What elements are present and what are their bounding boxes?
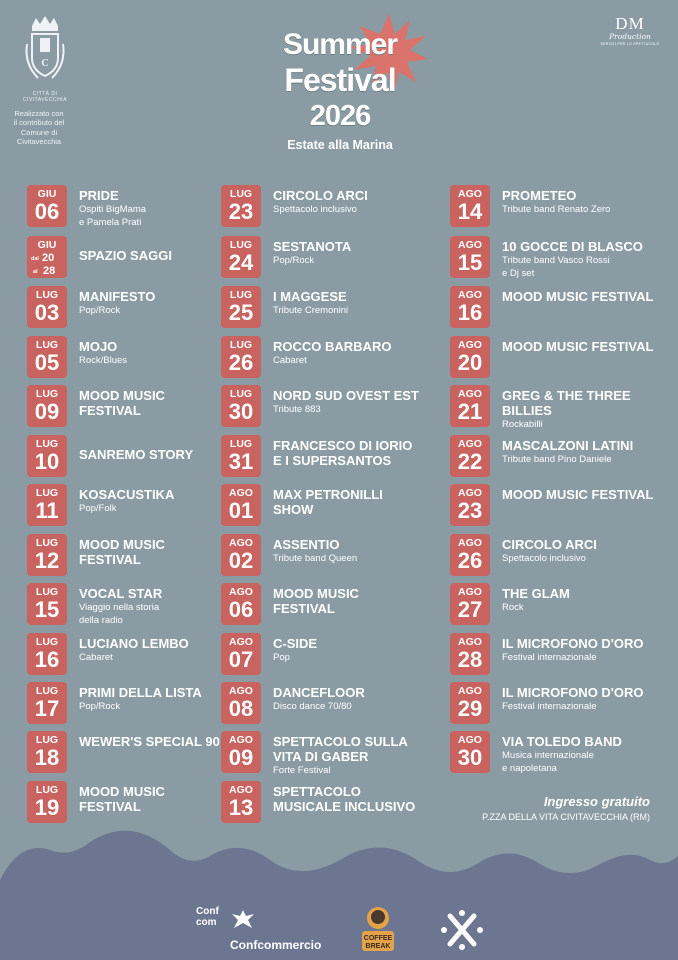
dm-production-logo: [598, 14, 662, 46]
credit-line: il contributo del: [13, 118, 65, 128]
date-badge: [450, 583, 490, 625]
confcom-name: Confcommercio: [230, 938, 322, 952]
event-day: 02: [228, 548, 254, 573]
event-text: [79, 447, 229, 462]
confcom-eagle-icon: [230, 908, 256, 934]
event-day: 09: [228, 745, 254, 770]
event-subtitle: Cabaret: [79, 652, 113, 663]
event-text: [273, 784, 423, 814]
event-subtitle: Disco dance 70/80: [273, 701, 352, 712]
event-text: [502, 339, 662, 354]
event-text: [502, 586, 662, 614]
date-badge: [450, 385, 490, 427]
event-text: [79, 248, 229, 263]
event-name: FRANCESCO DI IORIO E I SUPERSANTOS: [273, 438, 413, 468]
event-day: 23: [457, 498, 483, 523]
event-subtitle: Pop/Rock: [79, 701, 121, 712]
date-badge: [27, 236, 67, 278]
event-day: 10: [34, 449, 60, 474]
date-badge: [27, 583, 67, 625]
event-text: [273, 586, 423, 616]
event-subtitle: Tribute 883: [273, 404, 321, 415]
event-subtitle: Tribute band Vasco Rossi: [502, 255, 610, 266]
event-text: [273, 239, 423, 267]
event-name: WEWER'S SPECIAL 90: [79, 734, 220, 749]
title-year: 2026: [309, 100, 371, 132]
date-badge: [221, 731, 261, 773]
event-month: AGO: [229, 487, 253, 499]
event-name: MOOD MUSIC FESTIVAL: [502, 289, 654, 304]
event-day: 05: [34, 350, 60, 375]
event-name: VOCAL STAR: [79, 586, 163, 601]
event-day: 15: [457, 250, 483, 275]
event-month: AGO: [229, 784, 253, 796]
event-name: MOOD MUSIC FESTIVAL: [502, 487, 654, 502]
event-subtitle: e napoletana: [502, 762, 557, 774]
date-badge: [450, 336, 490, 378]
date-badge: [27, 286, 67, 328]
event-name: MOOD MUSIC FESTIVAL: [79, 784, 165, 814]
date-badge: [221, 385, 261, 427]
event-name: MANIFESTO: [79, 289, 156, 304]
event-name: MOOD MUSIC FESTIVAL: [79, 388, 165, 418]
event-subtitle: Pop/Rock: [273, 255, 315, 266]
dm-tagline: SERVIZI PER LO SPETTACOLO: [600, 42, 660, 46]
event-subtitle: Spettacolo inclusivo: [273, 204, 357, 215]
event-subtitle: della radio: [79, 614, 123, 626]
date-badge: [221, 185, 261, 227]
event-text: [273, 188, 423, 216]
event-text: [79, 289, 229, 317]
event-month: LUG: [35, 339, 59, 351]
event-day: 08: [228, 696, 254, 721]
event-subtitle: Ospiti BigMama: [79, 204, 147, 215]
dm-mark: DM: [615, 14, 645, 33]
date-badge: [27, 435, 67, 477]
event-day: 28: [457, 647, 483, 672]
date-badge: [27, 781, 67, 823]
event-day: 20: [457, 350, 483, 375]
event-subtitle: Pop/Folk: [79, 503, 117, 514]
date-badge: [450, 484, 490, 526]
event-range-d2: 28: [43, 265, 56, 277]
event-text: [273, 734, 423, 777]
event-month: AGO: [458, 339, 482, 351]
event-name: MOJO: [79, 339, 118, 354]
crest-icon: [22, 14, 68, 88]
event-month: LUG: [35, 388, 59, 400]
event-name: ROCCO BARBARO: [273, 339, 392, 354]
event-day: 15: [34, 597, 60, 622]
event-day: 21: [457, 399, 483, 424]
event-text: [502, 487, 662, 502]
event-month: GIU: [37, 188, 57, 200]
event-day: 30: [228, 399, 254, 424]
event-subtitle: Rock/Blues: [79, 355, 128, 366]
title-subtitle: Estate alla Marina: [287, 138, 393, 152]
event-text: [79, 636, 229, 664]
event-name: NORD SUD OVEST EST: [273, 388, 419, 403]
event-name: MOOD MUSIC FESTIVAL: [502, 339, 654, 354]
event-text: [502, 289, 662, 304]
date-badge: [27, 682, 67, 724]
event-month: LUG: [35, 487, 59, 499]
event-name: CIRCOLO ARCI: [273, 188, 368, 203]
date-badge: [221, 484, 261, 526]
credit-line: Realizzato con: [14, 109, 64, 118]
event-name: VIA TOLEDO BAND: [502, 734, 622, 749]
event-name: MASCALZONI LATINI: [502, 438, 634, 453]
event-name: SPAZIO SAGGI: [79, 248, 172, 263]
event-text: [273, 636, 423, 664]
event-month: GIU: [37, 239, 57, 251]
event-text: [79, 784, 229, 814]
date-badge: [221, 633, 261, 675]
crest-caption: CITTÀ DI CIVITAVECCHIA: [22, 91, 68, 103]
event-text: [502, 537, 662, 565]
event-subtitle: Festival internazionale: [502, 701, 597, 712]
event-day: 03: [34, 300, 60, 325]
event-month: LUG: [35, 685, 59, 697]
event-name: MAX PETRONILLI SHOW: [273, 487, 383, 517]
event-day: 12: [34, 548, 60, 573]
event-name: DANCEFLOOR: [273, 685, 365, 700]
date-badge: [450, 534, 490, 576]
event-subtitle: Tribute Cremonini: [273, 305, 349, 316]
event-subtitle: Tribute band Queen: [273, 553, 358, 564]
date-badge: [450, 682, 490, 724]
event-name: KOSACUSTIKA: [79, 487, 175, 502]
event-day: 29: [457, 696, 483, 721]
event-text: [79, 388, 229, 418]
event-text: [79, 685, 229, 713]
event-month: AGO: [458, 537, 482, 549]
event-day: 25: [228, 300, 254, 325]
event-month: AGO: [458, 438, 482, 450]
event-text: [502, 438, 662, 466]
confcom-short-1: Conf: [196, 906, 219, 917]
event-name: SESTANOTA: [273, 239, 352, 254]
event-text: [79, 188, 229, 228]
title-festival: Festival: [284, 62, 396, 98]
event-month: LUG: [35, 586, 59, 598]
event-text: [273, 388, 423, 416]
event-subtitle: Rockabilli: [502, 419, 543, 430]
event-name: 10 GOCCE DI BLASCO: [502, 239, 643, 254]
event-day: 17: [34, 696, 60, 721]
event-subtitle: Tribute band Pino Daniele: [502, 454, 612, 465]
date-badge: [221, 534, 261, 576]
date-badge: [27, 534, 67, 576]
event-month: AGO: [458, 239, 482, 251]
date-badge: [27, 336, 67, 378]
event-day: 31: [228, 449, 254, 474]
event-day: 26: [457, 548, 483, 573]
event-day: 24: [228, 250, 254, 275]
event-subtitle: Viaggio nella storia: [79, 602, 160, 613]
event-subtitle: e Dj set: [502, 267, 535, 279]
coffee-break-logo: [358, 904, 398, 954]
event-text: [502, 188, 662, 216]
event-range-al: al: [33, 269, 38, 275]
event-name: SANREMO STORY: [79, 447, 194, 462]
event-month: LUG: [35, 784, 59, 796]
date-badge: [450, 435, 490, 477]
date-badge: [450, 731, 490, 773]
event-day: 01: [228, 498, 254, 523]
event-month: LUG: [35, 289, 59, 301]
event-month: AGO: [229, 586, 253, 598]
confcom-short-2: com: [196, 917, 217, 928]
date-badge: [27, 385, 67, 427]
cross-logo-icon: [440, 910, 484, 950]
event-day: 26: [228, 350, 254, 375]
event-text: [502, 388, 662, 431]
event-month: LUG: [229, 388, 253, 400]
event-name: CIRCOLO ARCI: [502, 537, 597, 552]
date-badge: [221, 435, 261, 477]
event-month: AGO: [458, 586, 482, 598]
event-text: [273, 685, 423, 713]
event-name: C-SIDE: [273, 636, 318, 651]
event-month: AGO: [229, 734, 253, 746]
sponsors-bar: [0, 900, 678, 960]
event-subtitle: Tribute band Renato Zero: [502, 204, 611, 215]
event-month: AGO: [458, 734, 482, 746]
event-day: 16: [457, 300, 483, 325]
event-day: 16: [34, 647, 60, 672]
event-day: 06: [228, 597, 254, 622]
city-crest: [16, 14, 74, 103]
event-day: 22: [457, 449, 483, 474]
event-text: [79, 537, 229, 567]
event-text: [502, 636, 662, 664]
event-subtitle: Rock: [502, 602, 524, 613]
event-month: LUG: [35, 438, 59, 450]
dm-script: Production: [609, 32, 651, 41]
event-name: PRIMI DELLA LISTA: [79, 685, 202, 700]
event-day: 30: [457, 745, 483, 770]
date-badge: [221, 336, 261, 378]
event-range-d1: 20: [42, 252, 55, 264]
event-name: MOOD MUSIC FESTIVAL: [79, 537, 165, 567]
date-badge: [221, 583, 261, 625]
date-badge: [450, 286, 490, 328]
event-name: THE GLAM: [502, 586, 570, 601]
event-name: GREG & THE THREE BILLIES: [502, 388, 631, 418]
event-subtitle: Pop: [273, 652, 290, 663]
event-month: AGO: [458, 487, 482, 499]
event-day: 27: [457, 597, 483, 622]
event-month: AGO: [458, 636, 482, 648]
event-text: [502, 685, 662, 713]
event-subtitle: Musica internazionale: [502, 750, 594, 761]
event-text: [502, 239, 662, 279]
event-text: [79, 487, 229, 515]
event-month: AGO: [229, 636, 253, 648]
event-day: 09: [34, 399, 60, 424]
event-day: 14: [457, 199, 483, 224]
event-month: LUG: [229, 339, 253, 351]
event-day: 18: [34, 745, 60, 770]
event-month: AGO: [458, 289, 482, 301]
event-subtitle: Pop/Rock: [79, 305, 121, 316]
event-subtitle: Spettacolo inclusivo: [502, 553, 586, 564]
event-day: 23: [228, 199, 254, 224]
date-badge: [450, 185, 490, 227]
event-text: [79, 734, 229, 749]
event-day: 19: [34, 795, 60, 820]
event-text: [273, 289, 423, 317]
entry-free: Ingresso gratuito: [543, 794, 650, 809]
coffee-line2: BREAK: [365, 943, 391, 950]
event-text: [273, 487, 423, 517]
event-month: AGO: [458, 188, 482, 200]
event-month: LUG: [229, 289, 253, 301]
event-name: SPETTACOLO MUSICALE INCLUSIVO: [273, 784, 416, 814]
event-month: AGO: [458, 685, 482, 697]
event-month: LUG: [229, 438, 253, 450]
event-day: 06: [34, 199, 60, 224]
event-day: 11: [35, 498, 59, 523]
date-badge: [221, 286, 261, 328]
svg-text:C: C: [41, 58, 49, 69]
title-summer: Summer: [282, 28, 398, 61]
event-name: SPETTACOLO SULLA VITA DI GABER: [273, 734, 408, 764]
event-name: PROMETEO: [502, 188, 577, 203]
event-month: LUG: [35, 636, 59, 648]
date-badge: [221, 682, 261, 724]
event-text: [502, 734, 662, 774]
event-month: AGO: [229, 537, 253, 549]
event-name: PRIDE: [79, 188, 119, 203]
date-badge: [221, 781, 261, 823]
event-location: P.ZZA DELLA VITA CIVITAVECCHIA (RM): [482, 812, 650, 822]
event-name: IL MICROFONO D'ORO: [502, 685, 644, 700]
event-name: LUCIANO LEMBO: [79, 636, 189, 651]
date-badge: [27, 731, 67, 773]
event-name: IL MICROFONO D'ORO: [502, 636, 644, 651]
event-text: [273, 438, 423, 468]
event-month: LUG: [229, 188, 253, 200]
event-text: [79, 339, 229, 367]
event-text: [273, 339, 423, 367]
festival-title: [240, 14, 440, 164]
date-badge: [27, 484, 67, 526]
date-badge: [221, 236, 261, 278]
event-subtitle: Cabaret: [273, 355, 307, 366]
date-badge: [27, 633, 67, 675]
date-badge: [27, 185, 67, 227]
confcom-short: [196, 906, 219, 928]
event-subtitle: Festival internazionale: [502, 652, 597, 663]
event-month: LUG: [229, 239, 253, 251]
coffee-line1: COFFEE: [363, 935, 393, 942]
date-badge: [450, 236, 490, 278]
event-month: AGO: [229, 685, 253, 697]
event-day: 07: [228, 647, 254, 672]
event-subtitle: e Pamela Prati: [79, 216, 142, 228]
event-name: MOOD MUSIC FESTIVAL: [273, 586, 359, 616]
event-month: LUG: [35, 734, 59, 746]
event-subtitle: Forte Festival: [273, 765, 331, 776]
event-name: ASSENTIO: [273, 537, 340, 552]
credit-text: [6, 109, 72, 147]
credit-line: Civitavecchia: [16, 137, 62, 147]
event-day: 13: [228, 795, 254, 820]
date-badge: [450, 633, 490, 675]
event-name: I MAGGESE: [273, 289, 347, 304]
event-range-dal: dal: [31, 256, 39, 262]
event-text: [273, 537, 423, 565]
event-month: LUG: [35, 537, 59, 549]
credit-line: Comune di: [20, 127, 58, 137]
event-text: [79, 586, 229, 626]
event-month: AGO: [458, 388, 482, 400]
